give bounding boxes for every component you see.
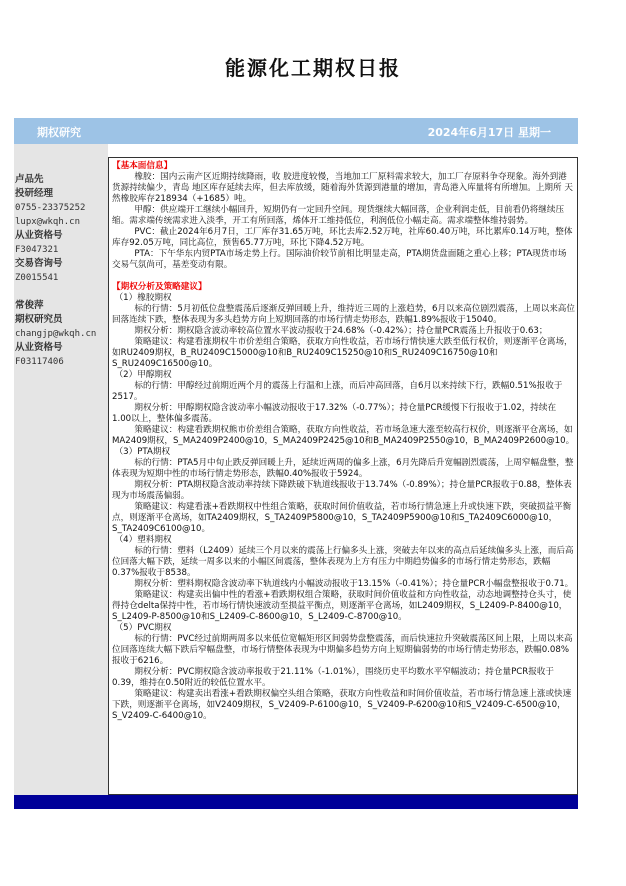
analysis-paragraph: 策略建议：构建看跌期权熊市价差组合策略，获取方向性收益，若市场急速大涨至较高行权价，则逐渐平仓离场，如MA2409期权，S_MA2409P2400@10，S_MA2409P2425@10和B_MA2409P2550@10，B_MA2409P2600@10。 [112,425,575,446]
analyst-info [15,173,96,369]
analyst-info-line: changjp@wkqh.cn [15,329,97,339]
analysis-paragraph: 标的行情：PTA5月中旬止跌反弹回暖上升，延续近两周的偏多上涨，6月先降后升宽幅剧烈震荡，上周窄幅盘整，整体表现为短期中性的市场行情走势形态，跌幅0.40%报收于5924。 [112,458,574,479]
analyst-info-line: 从业资格号 [15,230,63,241]
analyst-info-line: 交易咨询号 [15,258,63,269]
analysis-heading: 【期权分析及策略建议】 [112,282,207,292]
analysis-paragraph: 期权分析：塑料期权隐含波动率下轨道线内小幅波动报收于13.15%（-0.41%）；持仓量PCR小幅盘整报收于0.71。 [134,579,574,589]
analyst-info-line: lupx@wkqh.cn [15,217,81,227]
analyst-info-line: 从业资格号 [15,342,63,353]
analysis-paragraph: 策略建议：构建看涨期权牛市价差组合策略，获取方向性收益，若市场行情快速大跌至低行权价，则逐渐平仓离场，如RU2409期权，B_RU2409C15000@10和B_RU2409C15250@10和S_RU2409C16750@10和S_RU2409C16500@10。 [112,337,573,369]
department-label: 期权研究 [37,126,81,139]
analyst-info-line: F03117406 [15,357,64,367]
analysis-paragraph: 策略建议：构建看涨+看跌期权中性组合策略，获取时间价值收益，若市场行情急速上升或快速下跌，突破损益平衡点，则逐渐平仓离场，如TA2409期权，S_TA2409P5800@10，S_TA2409P5900@10和S_TA2409C6000@10，S_TA2409C6100@10。 [112,502,572,534]
section-title: （2）甲醇期权 [114,370,172,380]
report-date: 2024年6月17日 星期一 [427,126,551,139]
section-title: （3）PTA期权 [114,447,171,457]
analysis-paragraph: 标的行情：塑料（L2409）延续三个月以来的震荡上行偏多头上涨，突破去年以来的高点后延续偏多头上涨，而后高位回落大幅下跌，延续一周多以来的小幅区间震荡，整体表现为上方有压力中期趋势偏多的市场行情走势形态，跌幅0.37%报收于8538。 [112,546,574,578]
analyst-info-line: 投研经理 [15,188,54,199]
fundamentals-paragraph: PTA：下午华东内贸PTA市场走势上行。国际油价较节前相比明显走高，PTA期货盘面随之重心上移；PTA现货市场交易气氛尚可，基差变动有限。 [112,249,567,270]
fundamentals-paragraph: PVC：截止2024年6月7日，工厂库存31.65万吨，环比去库2.52万吨，社库60.40万吨，环比累库0.14万吨，整体库存92.05万吨，同比高位，预售65.77万吨，环比下降4.52万吨。 [112,227,573,248]
fundamentals-paragraph: 橡胶：国内云南产区近期持续降雨，收 胶进度较慢，当地加工厂原料需求较大，加工厂存原料争夺现象。海外到港货源持续偏少，青岛 地区库存延续去库，但去库放缓，随着海外货源到港量的增加，青岛港入库量将有所增加。上期所 天然橡胶库存218934（+1685）吨。 [112,172,573,204]
analysis-paragraph: 标的行情：甲醇经过前期近两个月的震荡上行温和上涨，而后冲高回落，自6月以来持续下行，跌幅0.51%报收于2517。 [112,381,563,402]
report-body [108,157,578,795]
analyst-info-line: F3047321 [15,245,59,255]
analyst-info-line: 0755-23375252 [15,203,86,213]
analyst-info-line: 常俊萍 [15,300,44,311]
section-title: （5）PVC期权 [114,623,172,633]
header-banner [14,118,578,144]
spacer [15,285,96,299]
analysis-paragraph: 期权分析：PVC期权隐含波动率报收于21.11%（-1.01%），围绕历史平均数水平窄幅波动；持仓量PCR报收于0.39，维持在0.50附近的较低位置水平。 [112,667,555,688]
analysis-paragraph: 标的行情：5月初低位盘整震荡后逐渐反弹回暖上升，维持近三周的上涨趋势，6月以来高位剧烈震荡，上周以来高位回落连续下跌，整体表现为多头趋势方向上短期回落的市场行情走势形态，跌幅1.89%报收于15040。 [112,304,575,325]
fundamentals-heading: 【基本面信息】 [112,161,173,171]
analysis-paragraph: 期权分析：甲醇期权隐含波动率小幅波动报收于17.32%（-0.77%）；持仓量PCR缓慢下行报收于1.02，持续在1.00以上，整体偏多震荡。 [112,403,557,424]
analyst-info-line: 期权研究员 [15,314,63,325]
analysis-paragraph: 期权分析：PTA期权隐含波动率持续下降跌破下轨道线报收于13.74%（-0.89%）；持仓量PCR报收于0.88，整体表现为市场震荡偏弱。 [112,480,572,501]
analysis-paragraph: 期权分析：期权隐含波动率较高位置水平波动报收于24.68%（-0.42%）；持仓量PCR震荡上升报收于0.63； [134,326,548,336]
analysis-paragraph: 标的行情：PVC经过前期两周多以来低位宽幅矩形区间弱势盘整震荡，而后快速拉升突破震荡区间上限，上周以来高位回落连续大幅下跌后窄幅盘整，市场行情整体表现为中期偏多趋势方向上短期偏弱势的市场行情走势形态，跌幅0.08%报收于6216。 [112,634,573,666]
analysis-paragraph: 策略建议：构建卖出偏中性的看涨+看跌期权组合策略，获取时间价值收益和方向性收益，动态地调整持仓头寸，使得持仓delta保持中性，若市场行情快速波动至损益平衡点，则逐渐平仓离场，如L2409期权，S_L2409-P-8400@10，S_L2409-P-8500@10和S_L2409-C-8600@10，S_L2409-C-8700@10。 [112,590,572,622]
analyst-info-line: 卢品先 [15,174,44,185]
footer-bar [14,795,578,809]
analysis-paragraph: 策略建议：构建卖出看涨+看跌期权偏空头组合策略，获取方向性收益和时间价值收益，若市场行情急速上涨或快速下跌，则逐渐平仓离场，如V2409期权，S_V2409-P-6100@10，S_V2409-P-6200@10和S_V2409-C-6500@10，S_V2409-C-6400@10。 [112,689,572,721]
section-title: （1）橡胶期权 [114,293,172,303]
analyst-sidebar [14,144,108,795]
report-title: 能源化工期权日报 [225,56,401,80]
fundamentals-paragraph: 甲醇：供应端开工继续小幅回升，短期仍有一定回升空间。现货继续大幅回落，企业利润走低，目前看仍将继续压缩。需求端传统需求进入淡季，开工有所回落，烯体开工维持低位，利润低位小幅走高。需求端整体维持弱势。 [112,205,565,226]
analyst-info-line: Z0015541 [15,273,59,283]
section-title: （4）塑料期权 [114,535,172,545]
